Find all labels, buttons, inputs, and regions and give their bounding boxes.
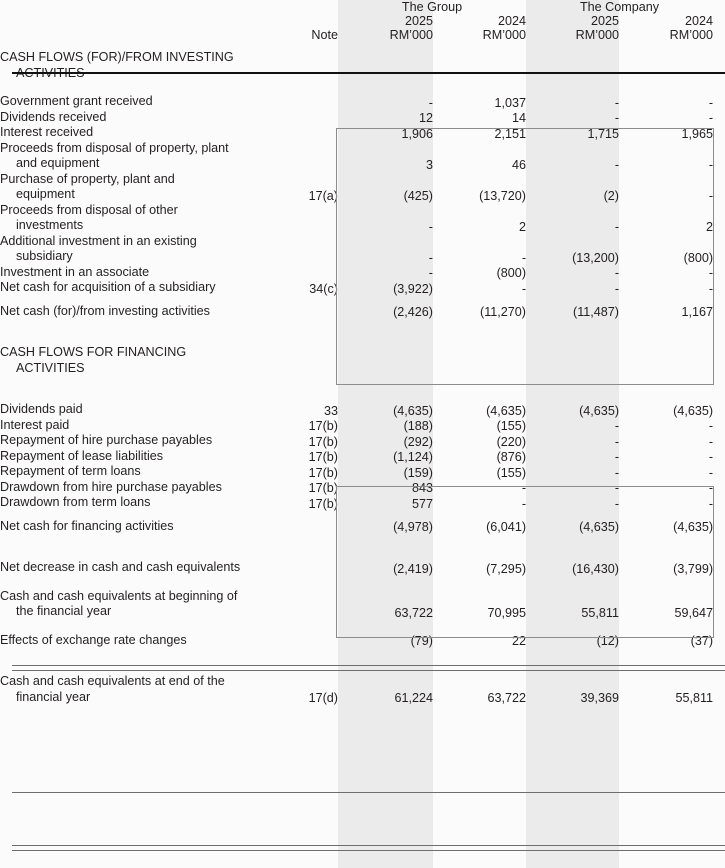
row-label: Repayment of lease liabilities [0, 448, 164, 463]
table-row [0, 110, 725, 126]
header-year-company-2025: 2025 [590, 14, 620, 28]
row-label: Purchase of property, plant and [0, 171, 175, 186]
header-year-group-2025: 2025 [404, 14, 433, 28]
row-label: Interest paid [0, 417, 70, 432]
row-note: 17(d) [308, 691, 338, 705]
row-label: Effects of exchange rate changes [0, 632, 187, 647]
row-value-group-2024: 63,722 [487, 691, 527, 705]
financing-total-rule [0, 665, 725, 671]
header-unit-group-2024: RM’000 [482, 28, 527, 42]
header-rule [12, 72, 725, 74]
row-value-group-2024: (155) [496, 465, 527, 480]
row-value-group-2025: (188) [403, 419, 433, 433]
row-note [250, 94, 338, 110]
row-value-company-2024: - [708, 95, 714, 110]
row-note [250, 110, 338, 126]
row-note [250, 203, 338, 234]
row-value-company-2025: - [614, 157, 620, 172]
row-value-company-2024: (800) [683, 250, 714, 265]
row-value-company-2025: - [614, 419, 620, 433]
row-value-company-2025: (12) [596, 634, 620, 648]
row-value-group-2025: (4,635) [393, 403, 433, 418]
summary-row-opening-balance [0, 589, 725, 620]
row-value-group-2025: (1,124) [393, 450, 433, 464]
table-row [0, 234, 725, 265]
row-note: 17(b) [308, 465, 338, 480]
section-heading-investing [0, 50, 725, 81]
row-label: Net decrease in cash and cash equivalents [0, 560, 241, 574]
row-value-group-2025: - [428, 219, 433, 234]
row-note: 17(b) [308, 481, 338, 495]
total-value-company-2024: 1,167 [681, 305, 714, 319]
row-value-group-2025: (3,922) [393, 281, 433, 296]
row-value-group-2024: 2,151 [494, 126, 527, 141]
section-heading-financing [0, 319, 725, 376]
row-value-group-2024: 22 [512, 634, 527, 648]
row-value-group-2024: (800) [496, 266, 527, 280]
total-label: Net cash (for)/from investing activities [0, 303, 210, 318]
row-value-group-2025: (159) [403, 465, 433, 480]
header-row-units [0, 28, 725, 42]
table-row [0, 125, 725, 141]
row-label: Interest received [0, 125, 94, 139]
table-row [0, 418, 725, 434]
total-value-group-2024: (6,041) [486, 520, 527, 534]
header-year-company-2024: 2024 [685, 14, 714, 28]
row-note [250, 234, 338, 265]
summary-row-closing-balance [0, 674, 725, 705]
total-value-company-2024: (4,635) [673, 520, 714, 534]
table-row [0, 203, 725, 234]
row-label-cont: the financial year [16, 604, 112, 618]
row-label-cont: and equipment [16, 156, 100, 170]
table-row [0, 402, 725, 418]
row-value-company-2024: - [708, 188, 714, 203]
section-title-line2: ACTIVITIES [16, 360, 85, 375]
total-row-financing [0, 519, 725, 535]
row-value-company-2025: 1,715 [587, 126, 620, 141]
row-value-group-2025: 843 [411, 481, 433, 495]
row-label: Net cash for acquisition of a subsidiary [0, 280, 216, 294]
row-value-company-2025: 55,811 [581, 605, 620, 620]
row-label: Investment in an associate [0, 264, 150, 279]
header-unit-company-2024: RM’000 [669, 28, 714, 42]
header-the-group: The Group [401, 0, 463, 14]
total-row-investing [0, 304, 725, 320]
row-label: Dividends paid [0, 402, 83, 416]
row-value-company-2024: - [708, 465, 714, 480]
row-note: 17(b) [308, 419, 338, 433]
row-label-cont: financial year [16, 689, 91, 704]
closing-balance-rule [0, 845, 725, 851]
row-value-group-2025: (292) [403, 434, 433, 449]
table-row [0, 449, 725, 465]
row-value-company-2025: - [614, 281, 620, 296]
row-value-group-2024: - [521, 250, 527, 265]
row-value-company-2024: (3,799) [673, 561, 714, 576]
row-value-company-2024: - [708, 266, 714, 280]
row-value-group-2024: (155) [496, 419, 527, 433]
row-note [250, 560, 338, 576]
table-row [0, 280, 725, 296]
row-value-company-2024: - [708, 450, 714, 464]
header-row-span [0, 0, 725, 14]
row-value-group-2025: 577 [411, 496, 433, 511]
row-label: Cash and cash equivalents at end of the [0, 674, 225, 688]
row-label-cont: investments [16, 218, 84, 232]
row-note: 34(c) [309, 281, 338, 296]
row-label: Dividends received [0, 109, 107, 124]
row-value-group-2024: (7,295) [486, 561, 527, 576]
row-value-company-2024: (4,635) [673, 403, 714, 418]
row-value-group-2025: 3 [425, 157, 433, 172]
row-label: Repayment of hire purchase payables [0, 433, 213, 447]
header-note-column: Note [311, 28, 338, 42]
table-row [0, 495, 725, 511]
row-value-company-2024: - [708, 481, 714, 495]
section-title-line1: CASH FLOWS FOR FINANCING [0, 345, 187, 359]
row-value-company-2024: 2 [706, 219, 714, 234]
row-value-company-2025: (4,635) [579, 403, 620, 418]
table-row [0, 172, 725, 203]
row-value-company-2024: 1,965 [681, 126, 714, 141]
row-note [250, 265, 338, 281]
row-value-group-2024: 14 [512, 111, 527, 125]
row-label: Additional investment in an existing [0, 233, 197, 248]
table-row [0, 265, 725, 281]
row-note: 17(b) [308, 496, 338, 511]
row-value-group-2025: - [428, 250, 433, 265]
row-note: 33 [323, 403, 338, 418]
table-row [0, 464, 725, 480]
row-value-company-2024: - [708, 281, 714, 296]
row-value-company-2025: - [614, 111, 620, 125]
pre-closing-rule [0, 792, 725, 793]
row-value-company-2025: - [614, 266, 620, 280]
row-value-group-2024: 70,995 [487, 605, 527, 620]
row-label: Drawdown from hire purchase payables [0, 479, 222, 494]
row-value-company-2024: - [708, 111, 714, 125]
total-value-group-2025: (4,978) [393, 520, 433, 534]
header-unit-group-2025: RM’000 [389, 28, 433, 42]
row-label: Repayment of term loans [0, 464, 141, 478]
row-value-company-2025: - [614, 95, 620, 110]
row-value-group-2024: - [521, 496, 527, 511]
table-row [0, 433, 725, 449]
row-value-company-2024: - [708, 157, 714, 172]
row-value-company-2025: 39,369 [580, 691, 620, 705]
table-row [0, 141, 725, 172]
row-value-company-2025: - [614, 481, 620, 495]
row-value-group-2024: - [521, 481, 527, 495]
table-row [0, 94, 725, 110]
row-value-company-2025: - [614, 219, 620, 234]
row-value-group-2025: 61,224 [394, 691, 433, 705]
total-value-group-2024: (11,270) [480, 305, 527, 319]
row-note [250, 125, 338, 141]
row-value-company-2024: 55,811 [675, 691, 714, 705]
header-the-company: The Company [579, 0, 660, 14]
row-value-group-2025: (2,419) [393, 561, 433, 576]
row-value-company-2025: - [614, 434, 620, 449]
row-value-company-2025: (2) [603, 188, 620, 203]
row-value-group-2024: (876) [496, 450, 527, 464]
row-value-group-2025: - [428, 266, 433, 280]
row-value-company-2024: 59,647 [674, 605, 714, 620]
row-value-group-2025: 1,906 [401, 126, 433, 141]
row-label-cont: subsidiary [16, 249, 73, 263]
section-title-line2: ACTIVITIES [16, 65, 85, 80]
row-label: Proceeds from disposal of property, plant [0, 140, 229, 155]
row-label: Government grant received [0, 94, 153, 108]
row-value-company-2025: - [614, 450, 620, 464]
total-note [250, 519, 338, 535]
row-value-company-2024: - [708, 496, 714, 511]
row-value-company-2024: (37) [690, 634, 714, 648]
header-unit-company-2025: RM’000 [575, 28, 620, 42]
row-value-group-2025: (425) [403, 188, 433, 203]
row-value-company-2025: - [614, 496, 620, 511]
summary-row-net-decrease [0, 560, 725, 576]
row-label: Cash and cash equivalents at beginning of [0, 588, 238, 603]
row-value-company-2025: (16,430) [572, 561, 620, 576]
row-value-group-2024: (13,720) [479, 188, 527, 203]
row-value-group-2024: - [521, 281, 527, 296]
row-label-cont: equipment [16, 187, 75, 201]
row-note [250, 141, 338, 172]
section-title-line1: CASH FLOWS (FOR)/FROM INVESTING [0, 50, 234, 64]
row-value-group-2025: - [428, 95, 433, 110]
row-value-group-2024: (220) [496, 434, 527, 449]
header-row-years [0, 14, 725, 28]
total-value-company-2025: (11,487) [573, 305, 620, 319]
row-note: 17(b) [308, 434, 338, 449]
row-value-group-2024: 2 [519, 219, 527, 234]
total-value-company-2025: (4,635) [579, 520, 620, 534]
row-value-group-2024: 46 [512, 157, 527, 172]
total-value-group-2025: (2,426) [393, 305, 433, 319]
row-note [250, 633, 338, 649]
row-value-group-2025: (79) [410, 634, 433, 648]
row-value-group-2024: 1,037 [494, 95, 527, 110]
header-year-group-2024: 2024 [497, 14, 527, 28]
row-value-company-2024: - [708, 434, 714, 449]
summary-row-fx-effects [0, 633, 725, 649]
row-value-company-2025: - [614, 465, 620, 480]
row-value-group-2025: 12 [418, 111, 433, 125]
table-row [0, 480, 725, 496]
total-label: Net cash for financing activities [0, 518, 174, 533]
row-value-group-2024: (4,635) [486, 403, 527, 418]
row-note [250, 589, 338, 620]
row-value-company-2024: - [708, 419, 714, 433]
row-label: Proceeds from disposal of other [0, 202, 178, 217]
row-value-group-2025: 63,722 [394, 605, 433, 620]
row-note: 17(a) [308, 188, 338, 203]
total-note [250, 304, 338, 320]
row-value-company-2025: (13,200) [572, 250, 620, 265]
row-label: Drawdown from term loans [0, 495, 151, 509]
row-note: 17(b) [308, 450, 338, 464]
